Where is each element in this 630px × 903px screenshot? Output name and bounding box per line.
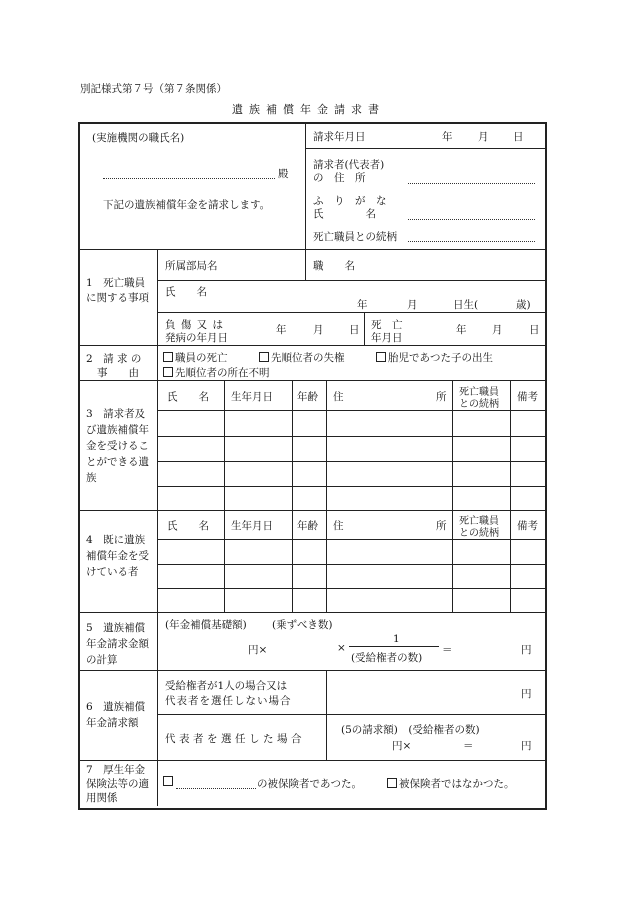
relationship-label: 死亡職員との続柄 [313,231,397,243]
case1-line1: 受給権者が1人の場合又は [165,680,288,692]
reason-forfeit[interactable] [259,350,345,365]
section3-label: 3 請求者及び遺族補償年金を受けることができる遺族 [86,408,149,484]
date-month-unit: 月 [478,131,489,143]
times-sign: × [337,642,346,654]
agency-name-field[interactable] [103,178,275,179]
case1-yen: 円 [521,688,532,700]
death-date-label-1: 死 亡 [371,319,403,331]
injury-date-label-1: 負 傷 又 は [165,319,225,331]
s3-col-addr-start: 住 [333,391,344,403]
checkbox-icon [259,352,269,362]
s3-col-rel-1: 死亡職員 [459,387,499,398]
section1-label: 1 死亡職員に関する事項 [86,277,149,304]
result-yen: 円 [521,644,532,656]
case2-label: 代表者を選任した場合 [165,733,305,745]
checkbox-icon [163,367,173,377]
injury-year-unit: 年 [276,324,287,336]
fraction-bar [349,646,439,647]
not-insured-option[interactable] [387,776,515,791]
reason-unknown[interactable] [163,365,270,380]
s4-col-rel-2: との続柄 [459,528,499,539]
case2-calc-label: (5の請求額) (受給権者の数) [341,724,480,736]
form-title: 遺族補償年金請求書 [232,103,385,116]
base-amount-label: (年金補償基礎額) [165,619,247,631]
age-unit: 歳) [516,299,531,311]
death-date-label-2: 年月日 [371,332,403,344]
reason-forfeit-text: 先順位者の失権 [271,352,345,364]
fraction-denominator: (受給権者の数) [351,652,423,664]
fraction-numerator: 1 [393,633,400,645]
agency-name-label: (実施機関の職氏名) [92,132,185,144]
checkbox-icon [376,352,386,362]
not-insured-text: 被保険者ではなかつた。 [399,778,515,790]
insurance-name-field[interactable] [176,788,256,789]
s4-col-birth: 生年月日 [231,520,273,532]
section5-label: 5 遺族補償年金請求金額の計算 [86,622,149,666]
s4-col-age: 年齢 [297,520,318,532]
s3-col-name: 氏 名 [167,391,209,403]
case2-yen: 円 [521,740,532,752]
request-date-label: 請求年月日 [313,131,366,143]
request-statement: 下記の遺族補償年金を請求します。 [103,199,271,211]
reason-birth-text: 胎児であつた子の出生 [388,352,493,364]
s3-col-note: 備考 [517,391,538,403]
section2-label-1: 2 請 求 の [86,353,142,365]
position-label: 職 名 [313,260,355,272]
case2-yen-times: 円× [392,740,412,752]
checkbox-icon [163,776,173,786]
death-month-unit: 月 [492,324,503,336]
equals-sign: ＝ [442,644,453,656]
insured-option-text: の被保険者であつた。 [257,778,362,790]
s4-col-rel-1: 死亡職員 [459,516,499,527]
section7-label: 7 厚生年金保険法等の適用関係 [86,764,149,804]
claimant-address-label: の 住 所 [313,172,366,184]
dept-label: 所属部局名 [165,260,218,272]
claimant-address-field[interactable] [408,183,535,184]
honorific: 殿 [278,168,289,180]
date-year-unit: 年 [442,131,453,143]
s4-col-note: 備考 [517,520,538,532]
injury-date-label-2: 発病の年月日 [165,332,228,344]
reason-deceased[interactable] [163,350,228,365]
section6-label: 6 遺族補償年金請求額 [86,701,146,729]
reason-unknown-text: 先順位者の所在不明 [175,367,270,379]
base-yen-times: 円× [248,644,268,656]
s3-col-birth: 生年月日 [231,391,273,403]
s3-col-addr-end: 所 [436,391,447,403]
deceased-name-label: 氏 名 [165,286,207,298]
death-day-unit: 日 [529,324,540,336]
section2-label-2: 事 由 [97,367,139,379]
claimant-label: 請求者(代表者) [313,159,385,171]
birth-year-unit: 年 [357,299,368,311]
injury-month-unit: 月 [313,324,324,336]
birth-day-unit: 日生( [453,299,479,311]
claimant-name-field[interactable] [408,219,535,220]
section4-label: 4 既に遺族補償年金を受けている者 [86,534,149,578]
reason-deceased-text: 職員の死亡 [175,352,228,364]
multiplier-label: (乗ずべき数) [272,619,333,631]
reason-birth[interactable] [376,350,493,365]
case1-line2: 代表者を選任しない場合 [165,695,292,707]
s3-col-age: 年齢 [297,391,318,403]
s4-col-addr-end: 所 [436,520,447,532]
s4-col-name: 氏 名 [167,520,209,532]
date-day-unit: 日 [513,131,524,143]
s4-col-addr-start: 住 [333,520,344,532]
s3-col-rel-2: との続柄 [459,399,499,410]
injury-day-unit: 日 [349,324,360,336]
birth-month-unit: 月 [407,299,418,311]
form-number-label: 別記様式第７号（第７条関係） [80,83,227,95]
claimant-name-label: 氏 名 [313,208,376,220]
checkbox-icon [387,778,397,788]
case2-equals: ＝ [463,740,474,752]
furigana-label: ふ り が な [313,195,387,207]
relationship-field[interactable] [408,241,535,242]
checkbox-icon [163,352,173,362]
insured-option[interactable] [163,776,175,788]
death-year-unit: 年 [456,324,467,336]
